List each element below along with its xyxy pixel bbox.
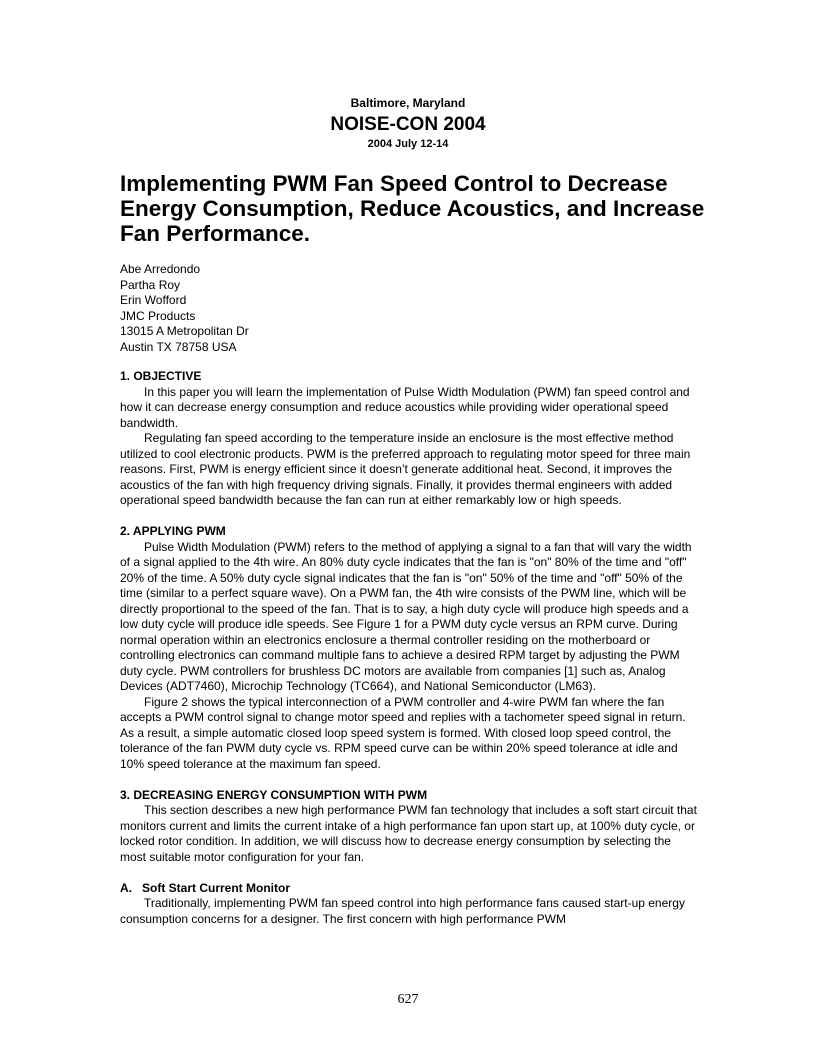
conference-name: NOISE-CON 2004: [330, 114, 486, 135]
author-name: Abe Arredondo: [120, 262, 201, 276]
paragraph: Traditionally, implementing PWM fan speed control into high performance fans caused start-up energy consumption concerns for a designer. The first concern with high performance PWM: [120, 896, 685, 926]
paragraph: This section describes a new high performance PWM fan technology that includes a soft start circuit that monitors current and limits the current intake of a high performance fan upon start up, at 100% duty cycle, or locked rotor condition. In addition, we will discuss how to decrease energy consumption by selecting the most suitable motor configuration for your fan.: [120, 803, 697, 864]
conference-location: Baltimore, Maryland: [350, 96, 466, 110]
page-number: 627: [397, 992, 419, 1007]
section-heading: 3. DECREASING ENERGY CONSUMPTION WITH PWM: [120, 787, 428, 802]
paragraph: Pulse Width Modulation (PWM) refers to the method of applying a signal to a fan that will vary the width of a signal applied to the 4th wire. An 80% duty cycle indicates that the fan is "on" 80% of the time and "off" 20% of the time. A 50% duty cycle signal indicates that the fan is "on" 50% of the time and "off" 50% of the time (similar to a perfect square wave). On a PWM fan, the 4th wire consists of the PWM line, which will be directly proportional to the speed of the fan. That is to say, a high duty cycle will produce high speeds and a low duty cycle will produce idle speeds. See Figure 1 for a PWM duty cycle versus an RPM curve. During normal operation within an electronics enclosure a thermal controller residing on the motherboard or controlling electronics can command multiple fans to achieve a desired RPM target by adjusting the PWM duty cycle. PWM controllers for brushless DC motors are available from companies [1] such as, Analog Devices (ADT7460), Microchip Technology (TC664), and National Semiconductor (LM63).: [120, 539, 692, 693]
subsection-heading: A. Soft Start Current Monitor: [120, 880, 290, 895]
paragraph: In this paper you will learn the implementation of Pulse Width Modulation (PWM) fan speed control and how it can decrease energy consumption and reduce acoustics while providing wider operational speed bandwidth.: [120, 384, 690, 430]
paragraph: Regulating fan speed according to the temperature inside an enclosure is the most effective method utilized to cool electronic products. PWM is the preferred approach to regulating motor speed for three main reasons. First, PWM is energy efficient since it doesn’t generate additional heat. Second, it improves the acoustics of the fan with high frequency driving signals. Finally, it provides thermal engineers with added operational speed bandwidth because the fan can run at either remarkably low or high speeds.: [120, 431, 691, 507]
affiliation-line: 13015 A Metropolitan Dr: [120, 324, 249, 339]
conference-dates: 2004 July 12-14: [367, 138, 449, 150]
affiliation-line: JMC Products: [120, 308, 196, 323]
paper-title: Implementing PWM Fan Speed Control to Decrease Energy Consumption, Reduce Acoustics, and Increase Fan Performance.: [120, 171, 705, 246]
author-block: [120, 262, 249, 356]
author-name: Erin Wofford: [120, 293, 187, 308]
paper-body: [120, 369, 698, 927]
author-name: Partha Roy: [120, 277, 181, 292]
paragraph: Figure 2 shows the typical interconnection of a PWM controller and 4-wire PWM fan where the fan accepts a PWM control signal to change motor speed and replies with a tachometer speed signal in return. As a result, a simple automatic closed loop speed system is formed. With closed loop speed control, the tolerance of the fan PWM duty cycle vs. RPM speed curve can be within 20% speed tolerance at idle and 10% speed tolerance at the maximum fan speed.: [120, 694, 686, 771]
affiliation-line: Austin TX 78758 USA: [120, 339, 237, 354]
section-heading: 2. APPLYING PWM: [120, 524, 226, 538]
section-heading: 1. OBJECTIVE: [120, 369, 202, 383]
